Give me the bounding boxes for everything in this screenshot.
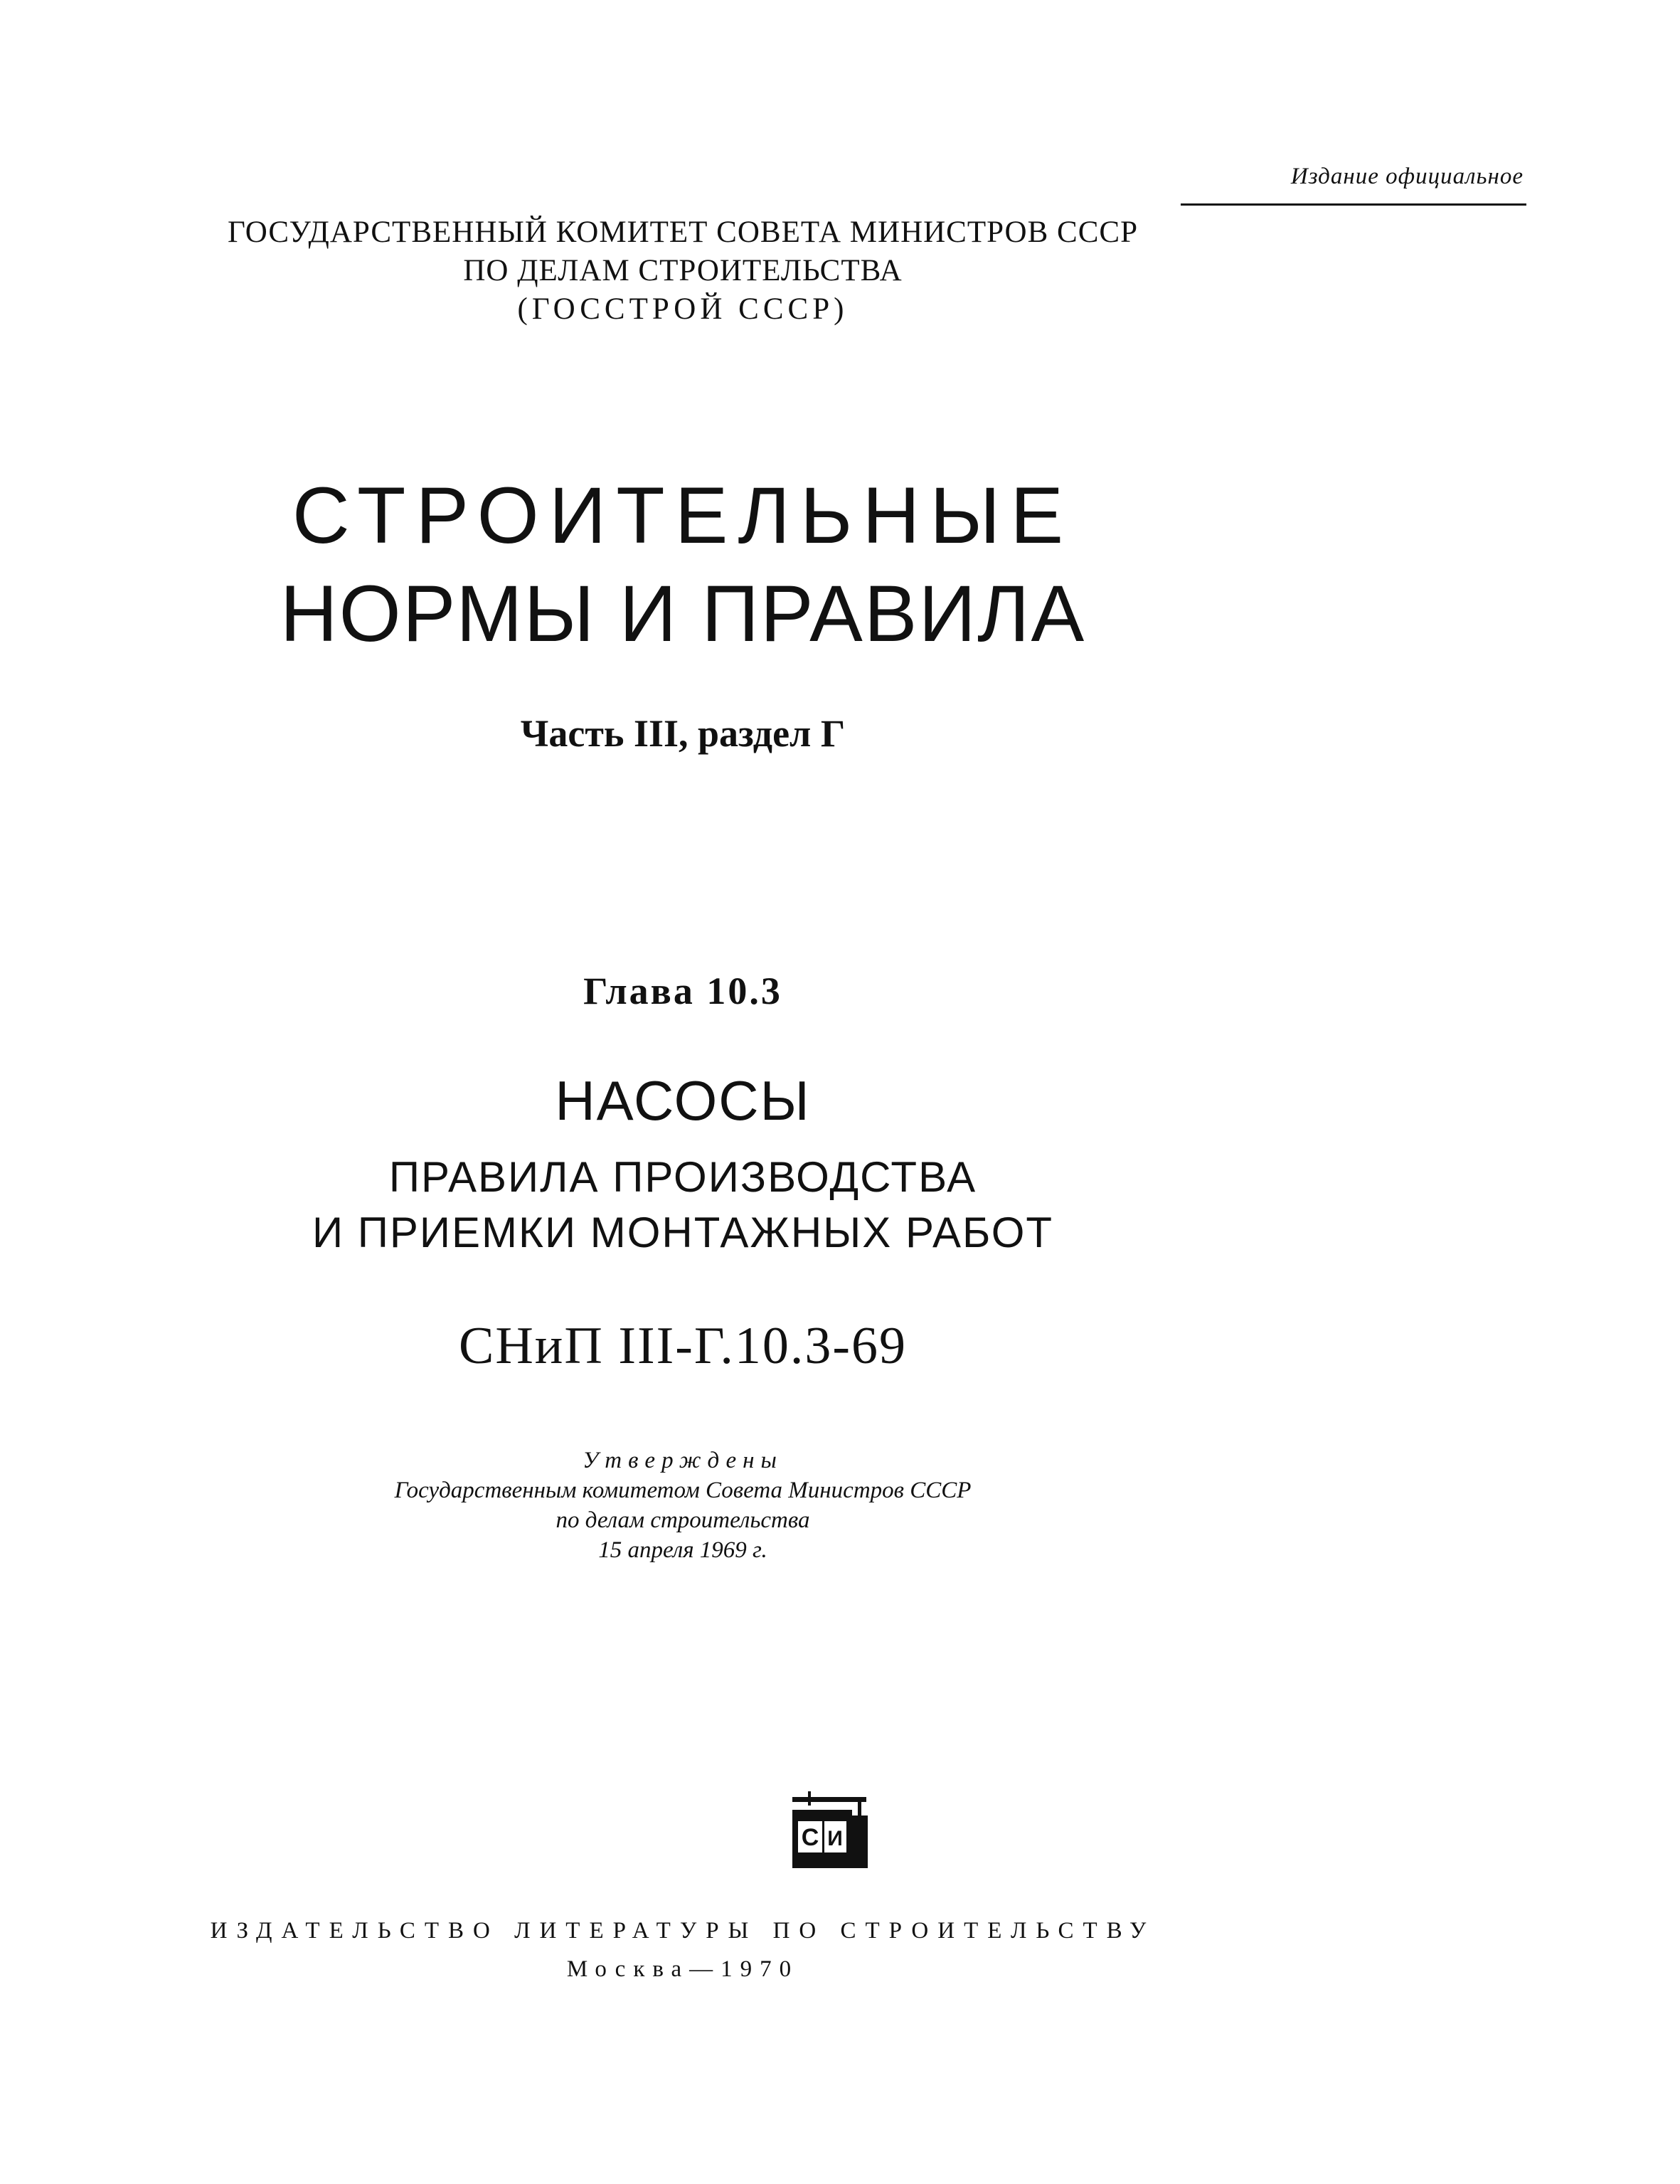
- part-label: Часть III, раздел Г: [520, 712, 846, 755]
- organization-line-1: ГОСУДАРСТВЕННЫЙ КОМИТЕТ СОВЕТА МИНИСТРОВ СССР: [227, 216, 1139, 249]
- subtitle-line-2: И ПРИЕМКИ МОНТАЖНЫХ РАБОТ: [312, 1209, 1054, 1256]
- official-edition-rule: [1181, 203, 1526, 206]
- publisher-logo-icon: [790, 1787, 872, 1872]
- approval-line-1: Утверждены: [583, 1448, 783, 1473]
- approval-line-2: Государственным комитетом Совета Министров СССР: [394, 1478, 972, 1503]
- approval-block: [0, 1446, 1366, 1565]
- title-line-2: НОРМЫ И ПРАВИЛА: [280, 569, 1086, 658]
- chapter-label: Глава 10.3: [583, 970, 782, 1012]
- official-edition-label: Издание официальное: [1290, 164, 1524, 189]
- subtitle-line-1: ПРАВИЛА ПРОИЗВОДСТВА: [388, 1153, 977, 1201]
- approval-line-3: по делам строительства: [555, 1507, 810, 1533]
- publisher-city-year: Москва—1970: [566, 1956, 799, 1982]
- title-line-1: СТРОИТЕЛЬНЫЕ: [292, 471, 1074, 560]
- publisher-name: ИЗДАТЕЛЬСТВО ЛИТЕРАТУРЫ ПО СТРОИТЕЛЬСТВУ: [210, 1918, 1156, 1944]
- approval-line-4: 15 апреля 1969 г.: [598, 1537, 767, 1563]
- organization-block: [0, 213, 1366, 329]
- subject-subtitle: [0, 1150, 1366, 1261]
- organization-line-3: (ГОССТРОЙ СССР): [517, 292, 849, 326]
- organization-line-2: ПО ДЕЛАМ СТРОИТЕЛЬСТВА: [463, 254, 903, 287]
- logo-letter-s: С: [801, 1824, 819, 1851]
- logo-letter-i: И: [827, 1827, 843, 1850]
- document-title: [0, 467, 1366, 663]
- subject-main: НАСОСЫ: [555, 1069, 811, 1132]
- document-code: СНиП III-Г.10.3-69: [459, 1317, 907, 1375]
